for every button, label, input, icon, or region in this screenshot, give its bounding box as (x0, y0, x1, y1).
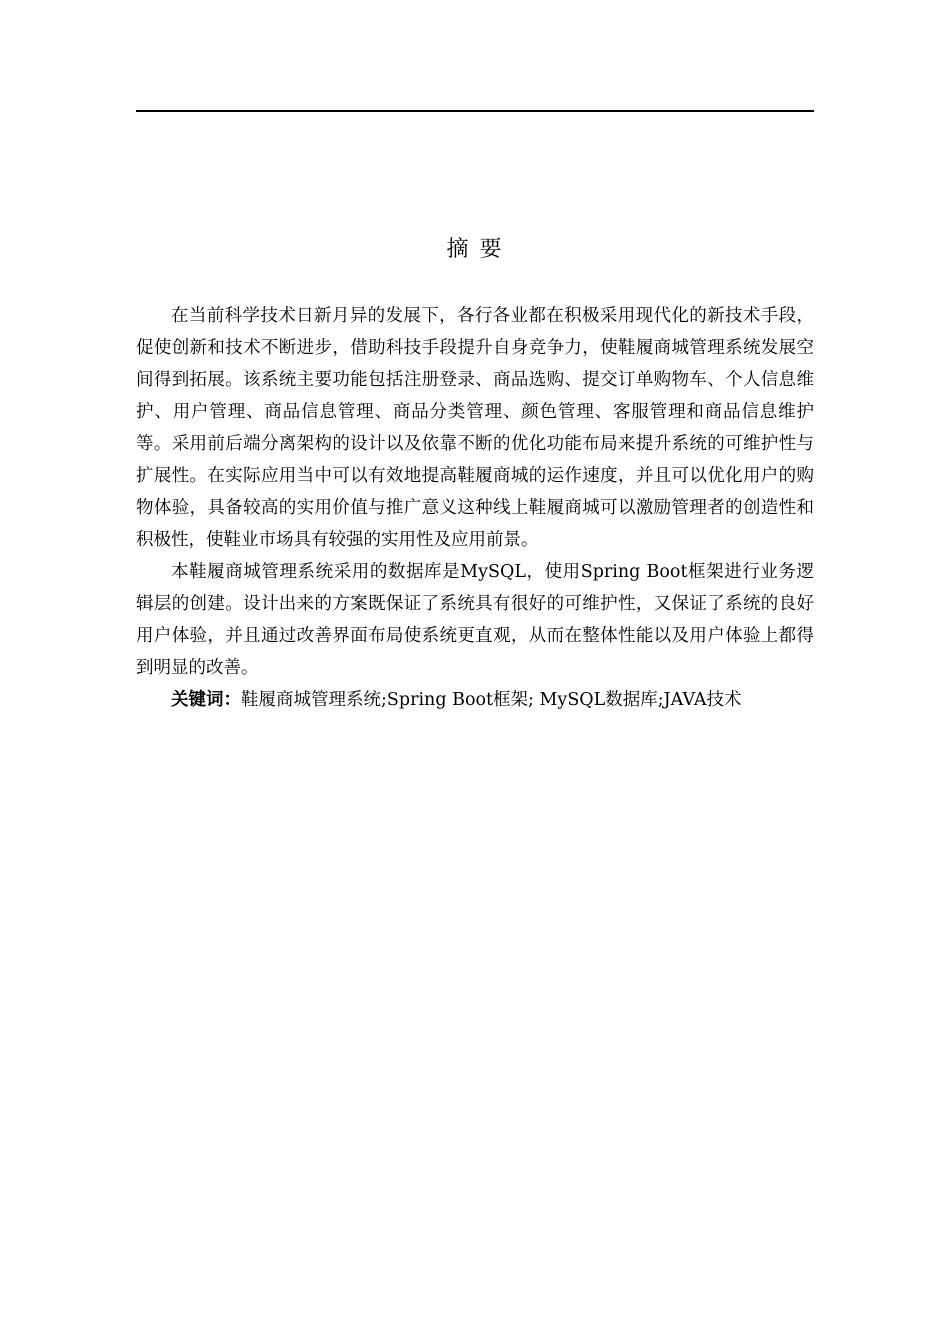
keywords-line (136, 684, 814, 716)
abstract-body (136, 300, 814, 716)
abstract-paragraph-2: 本鞋履商城管理系统采用的数据库是MySQL，使用Spring Boot框架进行业务逻辑层的创建。设计出来的方案既保证了系统具有很好的可维护性，又保证了系统的良好用户体验，并且通过改善界面布局使系统更直观，从而在整体性能以及用户体验上都得到明显的改善。 (136, 562, 814, 678)
keywords-label: 关键词： (171, 690, 241, 710)
abstract-title: 摘 要 (446, 237, 504, 262)
header-rule (136, 110, 814, 112)
abstract-paragraph-1: 在当前科学技术日新月异的发展下，各行各业都在积极采用现代化的新技术手段，促使创新和技术不断进步，借助科技手段提升自身竞争力，使鞋履商城管理系统发展空间得到拓展。该系统主要功能包括注册登录、商品选购、提交订单购物车、个人信息维护、用户管理、商品信息管理、商品分类管理、颜色管理、客服管理和商品信息维护等。采用前后端分离架构的设计以及依靠不断的优化功能布局来提升系统的可维护性与扩展性。在实际应用当中可以有效地提高鞋履商城的运作速度，并且可以优化用户的购物体验，具备较高的实用价值与推广意义这种线上鞋履商城可以激励管理者的创造性和积极性，使鞋业市场具有较强的实用性及应用前景。 (136, 306, 814, 550)
keywords-text: 鞋履商城管理系统;Spring Boot框架; MySQL数据库;JAVA技术 (241, 690, 742, 710)
